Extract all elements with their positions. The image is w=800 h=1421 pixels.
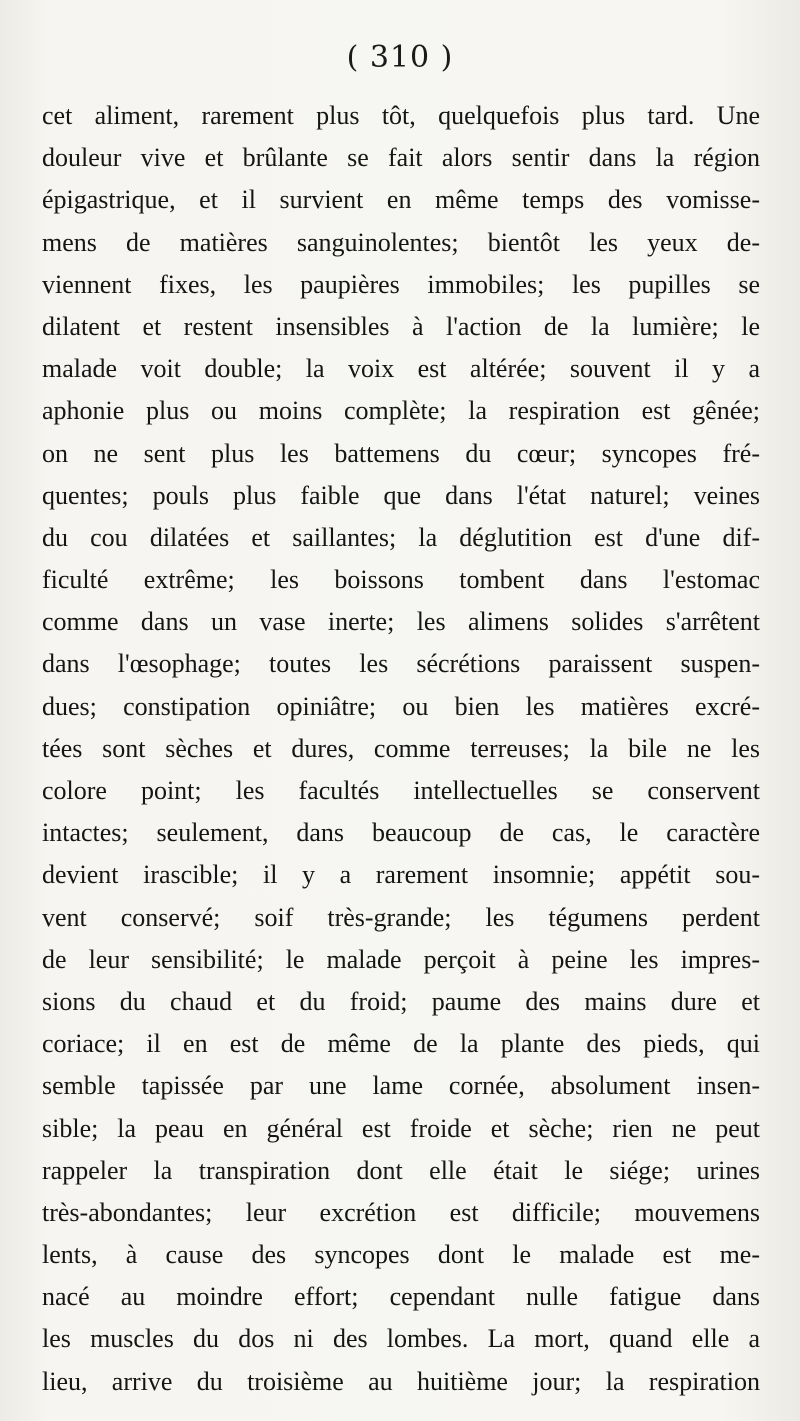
text-line: tées sont sèches et dures, comme terreuses; la bile ne les bbox=[42, 733, 760, 763]
text-line: du cou dilatées et saillantes; la déglutition est d'une dif- bbox=[42, 522, 760, 552]
text-line: dilatent et restent insensibles à l'action de la lumière; le bbox=[42, 311, 760, 341]
text-line: nacé au moindre effort; cependant nulle fatigue dans bbox=[42, 1282, 760, 1312]
text-line: coriace; il en est de même de la plante des pieds, qui bbox=[42, 1029, 760, 1059]
text-line: mens de matières sanguinolentes; bientôt les yeux de- bbox=[42, 227, 760, 257]
text-line: vent conservé; soif très-grande; les tégumens perdent bbox=[42, 902, 760, 932]
text-line: colore point; les facultés intellectuelles se conservent bbox=[42, 776, 760, 805]
text-line: comme dans un vase inerte; les alimens solides s'arrêtent bbox=[42, 607, 760, 637]
text-line: sible; la peau en général est froide et sèche; rien ne peut bbox=[42, 1113, 760, 1143]
text-line: lieu, arrive du troisième au huitième jour; la respiration bbox=[42, 1366, 760, 1396]
text-line: quentes; pouls plus faible que dans l'état naturel; veines bbox=[42, 480, 760, 510]
body-text bbox=[42, 95, 760, 1403]
text-line: épigastrique, et il survient en même temps des vomisse- bbox=[42, 185, 760, 215]
text-line: viennent fixes, les paupières immobiles; les pupilles se bbox=[42, 269, 760, 299]
text-line: très-abondantes; leur excrétion est difficile; mouvemens bbox=[42, 1197, 760, 1227]
text-line: malade voit double; la voix est altérée; souvent il y a bbox=[42, 354, 760, 384]
text-line: lents, à cause des syncopes dont le malade est me- bbox=[42, 1240, 760, 1270]
text-line: cet aliment, rarement plus tôt, quelquefois plus tard. Une bbox=[42, 101, 760, 130]
text-line: de leur sensibilité; le malade perçoit à peine les impres- bbox=[42, 944, 760, 974]
text-line: on ne sent plus les battemens du cœur; syncopes fré- bbox=[42, 438, 760, 468]
text-line: ficulté extrême; les boissons tombent dans l'estomac bbox=[42, 565, 760, 595]
page-number: ( 310 ) bbox=[346, 40, 454, 75]
text-line: dans l'œsophage; toutes les sécrétions paraissent suspen- bbox=[42, 649, 760, 679]
text-line: devient irascible; il y a rarement insomnie; appétit sou- bbox=[42, 860, 760, 890]
text-line: aphonie plus ou moins complète; la respiration est gênée; bbox=[42, 396, 760, 426]
text-line: rappeler la transpiration dont elle était le siége; urines bbox=[42, 1155, 760, 1185]
text-line: douleur vive et brûlante se fait alors sentir dans la région bbox=[42, 143, 760, 173]
text-line: semble tapissée par une lame cornée, absolument insen- bbox=[42, 1071, 760, 1101]
text-line: dues; constipation opiniâtre; ou bien les matières excré- bbox=[42, 691, 760, 721]
text-line: les muscles du dos ni des lombes. La mort, quand elle a bbox=[42, 1324, 760, 1354]
text-line: sions du chaud et du froid; paume des mains dure et bbox=[42, 986, 760, 1016]
text-line: intactes; seulement, dans beaucoup de cas, le caractère bbox=[42, 818, 760, 848]
